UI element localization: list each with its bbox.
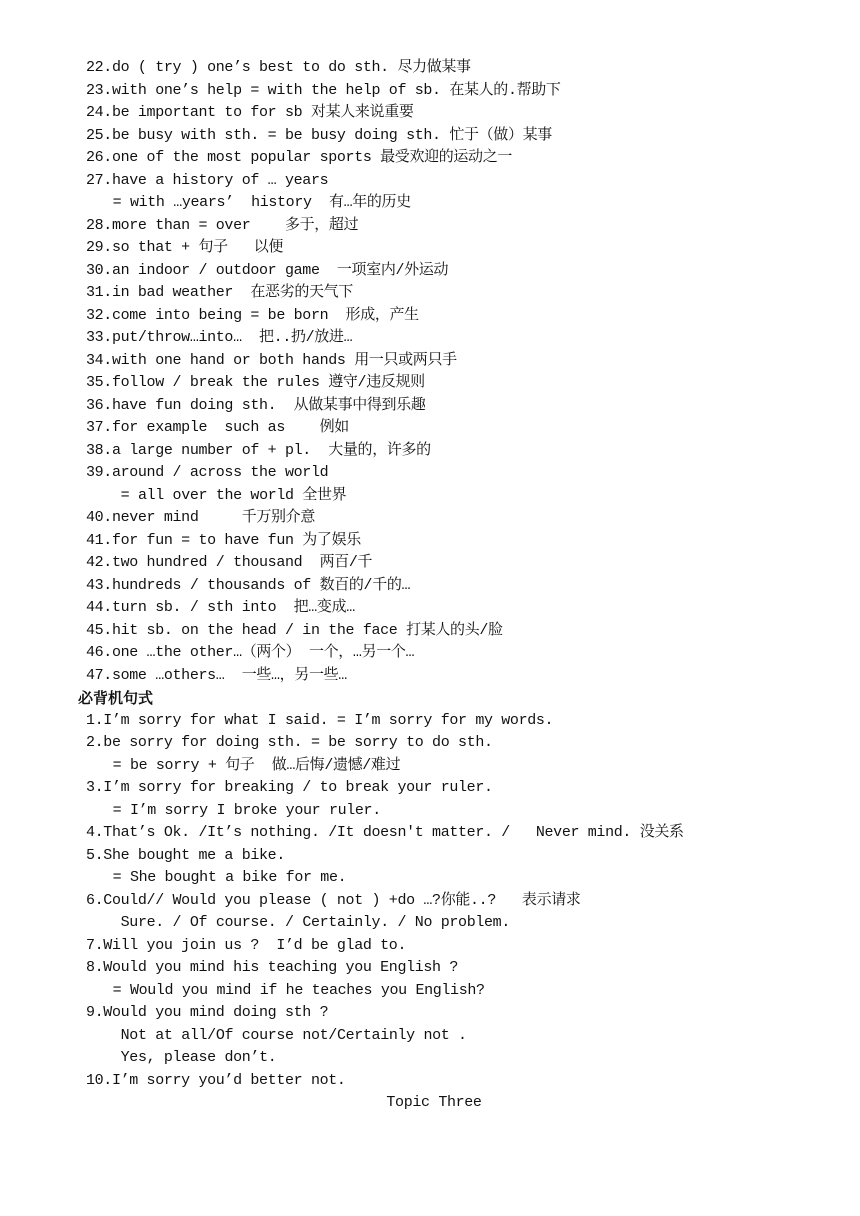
sentence-line-continuation: = I’m sorry I broke your ruler. (104, 801, 381, 819)
sentence-line: 8.Would you mind his teaching you English ? (86, 959, 459, 976)
phrase-line: 38.a large number of + pl. 大量的，许多的 (86, 441, 431, 459)
phrase-line: 35.follow / break the rules 遵守/违反规则 (86, 374, 425, 391)
phrase-line: 29.so that + 句子 以便 (86, 239, 284, 256)
phrase-line: 39.around / across the world (86, 464, 329, 481)
phrase-line: 32.come into being = be born 形成，产生 (86, 306, 419, 324)
topic-title: Topic Three (386, 1094, 482, 1111)
sentence-line-continuation: = be sorry + 句子 做…后悔/遗憾/难过 (104, 756, 401, 774)
phrase-line: 44.turn sb. / sth into 把…变成… (86, 599, 355, 616)
phrase-line: 30.an indoor / outdoor game 一项室内/外运动 (86, 261, 449, 279)
phrase-line: 23.with one’s help = with the help of sb. 在某人的.帮助下 (86, 81, 561, 99)
phrase-line: 31.in bad weather 在恶劣的天气下 (86, 284, 353, 301)
phrase-line: 28.more than = over 多于，超过 (86, 216, 359, 234)
document-page (0, 57, 860, 1115)
phrase-line: 41.for fun = to have fun 为了娱乐 (86, 531, 361, 549)
phrase-line: 42.two hundred / thousand 两百/千 (86, 554, 373, 571)
phrase-line: 43.hundreds / thousands of 数百的/千的… (86, 576, 411, 594)
sentence-line-continuation: = She bought a bike for me. (104, 869, 347, 886)
sentence-line: 2.be sorry for doing sth. = be sorry to do sth. (86, 734, 493, 751)
phrase-line: 47.some …others… 一些…，另一些… (86, 666, 347, 684)
phrase-line: 24.be important to for sb 对某人来说重要 (86, 104, 414, 121)
sentence-line: 5.She bought me a bike. (86, 846, 285, 864)
phrase-line: 34.with one hand or both hands 用一只或两只手 (86, 351, 457, 369)
phrase-line: 33.put/throw…into… 把..扔/放进… (86, 329, 353, 346)
phrase-line: 26.one of the most popular sports 最受欢迎的运动之一 (86, 149, 513, 166)
section-heading: 必背机句式 (78, 689, 154, 707)
sentence-line: 6.Could// Would you please ( not ) +do …?你能..? 表示请求 (86, 891, 581, 909)
sentence-line: 9.Would you mind doing sth ? (86, 1004, 329, 1021)
sentence-line: 1.I’m sorry for what I said. = I’m sorry for my words. (86, 711, 554, 729)
sentence-list (0, 710, 860, 1093)
phrase-line: 25.be busy with sth. = be busy doing sth. 忙于（做）某事 (86, 126, 552, 144)
phrase-line-continuation: = all over the world 全世界 (112, 486, 347, 504)
sentence-line-continuation: = Would you mind if he teaches you English? (104, 981, 485, 999)
phrase-line: 27.have a history of … years (86, 171, 329, 189)
sentence-line-continuation: Not at all/Of course not/Certainly not . (112, 1026, 467, 1044)
phrase-list (0, 57, 860, 687)
sentence-line: 7.Will you join us ? I’d be glad to. (86, 936, 407, 954)
phrase-line-continuation: = with …years’ history 有…年的历史 (104, 194, 411, 211)
phrase-line: 37.for example such as 例如 (86, 419, 349, 436)
phrase-line: 40.never mind 千万别介意 (86, 509, 315, 526)
sentence-line-continuation: Sure. / Of course. / Certainly. / No problem. (112, 914, 510, 931)
phrase-line: 22.do ( try ) one’s best to do sth. 尽力做某事 (86, 59, 471, 76)
sentence-line: 10.I’m sorry you’d better not. (86, 1071, 346, 1089)
sentence-line-continuation: Yes, please don’t. (112, 1049, 277, 1066)
sentence-line: 4.That’s Ok. /It’s nothing. /It doesn't matter. / Never mind. 没关系 (86, 824, 684, 841)
sentence-line: 3.I’m sorry for breaking / to break your ruler. (86, 779, 493, 796)
phrase-line: 45.hit sb. on the head / in the face 打某人的头/脸 (86, 621, 503, 639)
phrase-line: 36.have fun doing sth. 从做某事中得到乐趣 (86, 396, 426, 414)
phrase-line: 46.one …the other…（两个） 一个，…另一个… (86, 644, 415, 661)
